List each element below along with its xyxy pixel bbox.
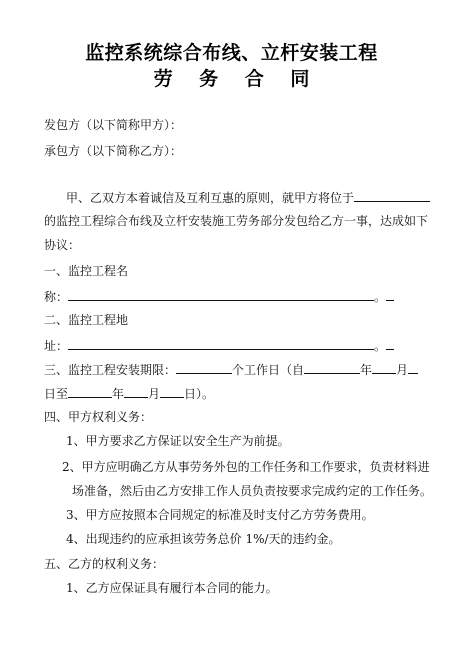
- end-month-unit: 月: [148, 387, 161, 401]
- end-year-unit: 年: [112, 387, 125, 401]
- start-month-blank: [372, 362, 396, 374]
- end-month-blank: [124, 386, 148, 398]
- contract-subtitle: 劳 务 合 同: [153, 68, 320, 90]
- end-day-blank: [160, 386, 184, 398]
- duration-label: 三、监控工程安装期限：: [44, 363, 177, 377]
- section-4-item: 4、出现违约的应承担该劳务总价 1%/天的违约金。: [66, 532, 341, 546]
- project-address-line: [44, 338, 394, 353]
- project-address-label: 址：: [44, 339, 69, 353]
- section-2-title: 二、监控工程地: [44, 313, 129, 327]
- project-address-blank: [68, 338, 374, 350]
- section-4-item: 1、甲方要求乙方保证以安全生产为前提。: [66, 434, 290, 448]
- section-4-item: 2、甲方应明确乙方从事劳务外包的工作任务和工作要求，负责材料进: [62, 460, 430, 474]
- section-5-item: 1、乙方应保证具有履行本合同的能力。: [66, 581, 278, 595]
- section-4-item: 3、甲方应按照本合同规定的标准及时支付乙方劳务费用。: [66, 508, 374, 522]
- party-b-line: 承包方（以下简称乙方）：: [44, 144, 183, 158]
- party-a-line: 发包方（以下简称甲方）：: [44, 118, 183, 132]
- intro-line-2: 的监控工程综合布线及立杆安装施工劳务部分发包给乙方一事，达成如下: [44, 214, 429, 228]
- section-4-item-continued: 场准备，然后由乙方安排工作人员负责按要求完成约定的工作任务。: [72, 484, 433, 498]
- start-year-unit: 年: [360, 363, 373, 377]
- project-name-end: 。: [374, 290, 387, 304]
- end-year-blank: [68, 386, 112, 398]
- project-name-blank: [68, 289, 374, 301]
- end-day-text: 日至: [44, 387, 69, 401]
- start-year-blank: [304, 362, 360, 374]
- section-3-line-2: [44, 386, 214, 401]
- section-5-title: 五、乙方的权利义务：: [44, 557, 165, 571]
- contract-title: 监控系统综合布线、立杆安装工程: [85, 42, 378, 64]
- section-1-title: 一、监控工程名: [44, 264, 129, 278]
- work-days-blank: [176, 362, 232, 374]
- location-blank: [354, 190, 430, 202]
- end-day-unit: 日）。: [184, 387, 215, 401]
- project-name-label: 称：: [44, 290, 69, 304]
- project-name-line: [44, 289, 394, 304]
- intro-line-3: 协议：: [44, 238, 81, 252]
- start-month-unit: 月: [396, 363, 409, 377]
- section-3-line-1: [44, 362, 418, 377]
- section-4-title: 四、甲方权利义务：: [44, 410, 153, 424]
- project-address-end: 。: [374, 339, 387, 353]
- intro-text-1: 甲、乙双方本着诚信及互利互惠的原则，就甲方将位于: [66, 191, 355, 205]
- intro-line-1: [66, 190, 430, 205]
- duration-from-text: 个工作日（自: [232, 363, 305, 377]
